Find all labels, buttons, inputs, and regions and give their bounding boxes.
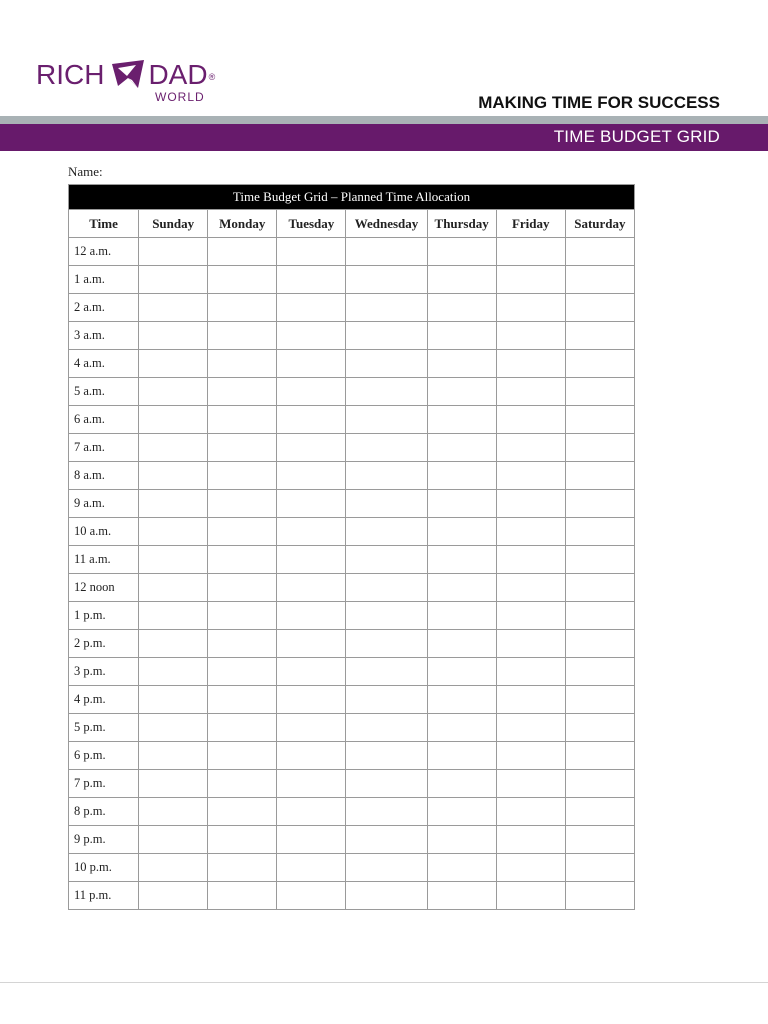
schedule-cell-saturday[interactable] xyxy=(565,602,634,630)
schedule-cell-tuesday[interactable] xyxy=(277,490,346,518)
table-row xyxy=(69,546,635,574)
time-slot-label: 12 a.m. xyxy=(69,238,139,266)
schedule-cell-wednesday[interactable] xyxy=(346,238,427,266)
schedule-cell-tuesday[interactable] xyxy=(277,238,346,266)
schedule-cell-sunday[interactable] xyxy=(139,798,208,826)
schedule-cell-friday[interactable] xyxy=(496,462,565,490)
schedule-cell-tuesday[interactable] xyxy=(277,462,346,490)
schedule-cell-saturday[interactable] xyxy=(565,854,634,882)
schedule-cell-sunday[interactable] xyxy=(139,714,208,742)
schedule-cell-wednesday[interactable] xyxy=(346,742,427,770)
schedule-cell-tuesday[interactable] xyxy=(277,574,346,602)
schedule-cell-thursday[interactable] xyxy=(427,294,496,322)
schedule-cell-saturday[interactable] xyxy=(565,322,634,350)
schedule-cell-sunday[interactable] xyxy=(139,602,208,630)
schedule-cell-friday[interactable] xyxy=(496,518,565,546)
schedule-cell-saturday[interactable] xyxy=(565,630,634,658)
schedule-cell-wednesday[interactable] xyxy=(346,434,427,462)
schedule-cell-monday[interactable] xyxy=(208,714,277,742)
schedule-cell-monday[interactable] xyxy=(208,406,277,434)
time-slot-label: 12 noon xyxy=(69,574,139,602)
schedule-cell-saturday[interactable] xyxy=(565,686,634,714)
time-slot-label: 2 a.m. xyxy=(69,294,139,322)
schedule-cell-wednesday[interactable] xyxy=(346,602,427,630)
schedule-cell-thursday[interactable] xyxy=(427,238,496,266)
schedule-cell-wednesday[interactable] xyxy=(346,406,427,434)
table-row xyxy=(69,434,635,462)
schedule-cell-thursday[interactable] xyxy=(427,714,496,742)
schedule-cell-saturday[interactable] xyxy=(565,406,634,434)
schedule-cell-friday[interactable] xyxy=(496,322,565,350)
schedule-cell-friday[interactable] xyxy=(496,266,565,294)
schedule-cell-monday[interactable] xyxy=(208,882,277,910)
table-row xyxy=(69,630,635,658)
schedule-cell-tuesday[interactable] xyxy=(277,770,346,798)
schedule-cell-monday[interactable] xyxy=(208,770,277,798)
schedule-cell-monday[interactable] xyxy=(208,826,277,854)
schedule-cell-thursday[interactable] xyxy=(427,798,496,826)
schedule-cell-saturday[interactable] xyxy=(565,742,634,770)
schedule-cell-saturday[interactable] xyxy=(565,798,634,826)
schedule-cell-sunday[interactable] xyxy=(139,742,208,770)
table-row xyxy=(69,854,635,882)
schedule-cell-thursday[interactable] xyxy=(427,434,496,462)
table-row xyxy=(69,238,635,266)
schedule-cell-tuesday[interactable] xyxy=(277,294,346,322)
schedule-cell-friday[interactable] xyxy=(496,490,565,518)
schedule-cell-sunday[interactable] xyxy=(139,406,208,434)
schedule-cell-tuesday[interactable] xyxy=(277,322,346,350)
logo-envelope-icon xyxy=(110,58,146,92)
time-slot-label: 10 a.m. xyxy=(69,518,139,546)
schedule-cell-thursday[interactable] xyxy=(427,882,496,910)
schedule-cell-tuesday[interactable] xyxy=(277,854,346,882)
time-slot-label: 1 p.m. xyxy=(69,602,139,630)
schedule-cell-saturday[interactable] xyxy=(565,518,634,546)
grey-divider-band xyxy=(0,116,768,124)
table-row xyxy=(69,770,635,798)
schedule-cell-monday[interactable] xyxy=(208,490,277,518)
schedule-cell-tuesday[interactable] xyxy=(277,266,346,294)
schedule-cell-thursday[interactable] xyxy=(427,518,496,546)
schedule-cell-sunday[interactable] xyxy=(139,350,208,378)
table-row xyxy=(69,826,635,854)
schedule-cell-tuesday[interactable] xyxy=(277,602,346,630)
schedule-cell-thursday[interactable] xyxy=(427,574,496,602)
schedule-cell-thursday[interactable] xyxy=(427,658,496,686)
rich-dad-logo xyxy=(36,58,215,92)
schedule-cell-monday[interactable] xyxy=(208,322,277,350)
schedule-cell-thursday[interactable] xyxy=(427,630,496,658)
table-row xyxy=(69,602,635,630)
schedule-cell-sunday[interactable] xyxy=(139,266,208,294)
schedule-cell-monday[interactable] xyxy=(208,630,277,658)
time-slot-label: 4 p.m. xyxy=(69,686,139,714)
schedule-cell-sunday[interactable] xyxy=(139,658,208,686)
time-slot-label: 7 p.m. xyxy=(69,770,139,798)
schedule-cell-wednesday[interactable] xyxy=(346,770,427,798)
schedule-cell-sunday[interactable] xyxy=(139,238,208,266)
schedule-cell-sunday[interactable] xyxy=(139,826,208,854)
schedule-cell-wednesday[interactable] xyxy=(346,714,427,742)
schedule-cell-monday[interactable] xyxy=(208,378,277,406)
name-label: Name: xyxy=(68,164,103,179)
table-row xyxy=(69,518,635,546)
schedule-cell-tuesday[interactable] xyxy=(277,378,346,406)
schedule-cell-monday[interactable] xyxy=(208,574,277,602)
schedule-cell-thursday[interactable] xyxy=(427,770,496,798)
table-row xyxy=(69,322,635,350)
schedule-cell-thursday[interactable] xyxy=(427,686,496,714)
schedule-cell-wednesday[interactable] xyxy=(346,518,427,546)
schedule-cell-sunday[interactable] xyxy=(139,490,208,518)
schedule-cell-monday[interactable] xyxy=(208,238,277,266)
schedule-cell-sunday[interactable] xyxy=(139,322,208,350)
schedule-cell-tuesday[interactable] xyxy=(277,630,346,658)
schedule-cell-thursday[interactable] xyxy=(427,826,496,854)
table-row xyxy=(69,406,635,434)
column-header-time: Time xyxy=(69,210,139,238)
column-header-tuesday: Tuesday xyxy=(277,210,346,238)
schedule-cell-wednesday[interactable] xyxy=(346,378,427,406)
schedule-cell-friday[interactable] xyxy=(496,350,565,378)
time-budget-table xyxy=(68,184,635,910)
schedule-cell-friday[interactable] xyxy=(496,798,565,826)
schedule-cell-tuesday[interactable] xyxy=(277,658,346,686)
schedule-cell-saturday[interactable] xyxy=(565,714,634,742)
schedule-cell-saturday[interactable] xyxy=(565,294,634,322)
schedule-cell-tuesday[interactable] xyxy=(277,882,346,910)
table-row xyxy=(69,882,635,910)
schedule-cell-thursday[interactable] xyxy=(427,266,496,294)
schedule-cell-monday[interactable] xyxy=(208,658,277,686)
schedule-cell-saturday[interactable] xyxy=(565,574,634,602)
schedule-cell-friday[interactable] xyxy=(496,574,565,602)
schedule-cell-monday[interactable] xyxy=(208,434,277,462)
schedule-cell-wednesday[interactable] xyxy=(346,854,427,882)
schedule-cell-thursday[interactable] xyxy=(427,854,496,882)
schedule-cell-friday[interactable] xyxy=(496,714,565,742)
table-row xyxy=(69,350,635,378)
column-header-sunday: Sunday xyxy=(139,210,208,238)
schedule-cell-tuesday[interactable] xyxy=(277,350,346,378)
schedule-cell-sunday[interactable] xyxy=(139,574,208,602)
table-row xyxy=(69,742,635,770)
time-slot-label: 5 p.m. xyxy=(69,714,139,742)
schedule-cell-friday[interactable] xyxy=(496,602,565,630)
column-header-friday: Friday xyxy=(496,210,565,238)
schedule-cell-saturday[interactable] xyxy=(565,826,634,854)
schedule-cell-saturday[interactable] xyxy=(565,266,634,294)
schedule-cell-sunday[interactable] xyxy=(139,854,208,882)
schedule-cell-sunday[interactable] xyxy=(139,378,208,406)
time-slot-label: 8 p.m. xyxy=(69,798,139,826)
table-row xyxy=(69,686,635,714)
schedule-cell-saturday[interactable] xyxy=(565,462,634,490)
schedule-cell-sunday[interactable] xyxy=(139,294,208,322)
schedule-cell-friday[interactable] xyxy=(496,742,565,770)
schedule-cell-thursday[interactable] xyxy=(427,742,496,770)
schedule-cell-tuesday[interactable] xyxy=(277,742,346,770)
column-header-wednesday: Wednesday xyxy=(346,210,427,238)
table-row xyxy=(69,266,635,294)
schedule-cell-wednesday[interactable] xyxy=(346,826,427,854)
time-slot-label: 6 a.m. xyxy=(69,406,139,434)
schedule-cell-wednesday[interactable] xyxy=(346,630,427,658)
schedule-cell-tuesday[interactable] xyxy=(277,546,346,574)
schedule-cell-friday[interactable] xyxy=(496,238,565,266)
schedule-cell-sunday[interactable] xyxy=(139,462,208,490)
schedule-cell-monday[interactable] xyxy=(208,518,277,546)
table-row xyxy=(69,378,635,406)
schedule-cell-friday[interactable] xyxy=(496,406,565,434)
logo-world-text: WORLD xyxy=(155,90,205,104)
schedule-cell-friday[interactable] xyxy=(496,882,565,910)
logo-rich-text: RICH xyxy=(36,59,105,90)
schedule-cell-monday[interactable] xyxy=(208,546,277,574)
table-row xyxy=(69,798,635,826)
schedule-cell-monday[interactable] xyxy=(208,742,277,770)
schedule-cell-wednesday[interactable] xyxy=(346,658,427,686)
schedule-cell-saturday[interactable] xyxy=(565,490,634,518)
schedule-cell-monday[interactable] xyxy=(208,294,277,322)
schedule-cell-friday[interactable] xyxy=(496,434,565,462)
schedule-cell-wednesday[interactable] xyxy=(346,462,427,490)
section-title: TIME BUDGET GRID xyxy=(553,127,720,146)
schedule-cell-monday[interactable] xyxy=(208,462,277,490)
table-row xyxy=(69,714,635,742)
time-slot-label: 10 p.m. xyxy=(69,854,139,882)
time-slot-label: 8 a.m. xyxy=(69,462,139,490)
column-header-monday: Monday xyxy=(208,210,277,238)
schedule-cell-wednesday[interactable] xyxy=(346,490,427,518)
time-slot-label: 1 a.m. xyxy=(69,266,139,294)
schedule-cell-wednesday[interactable] xyxy=(346,294,427,322)
schedule-cell-saturday[interactable] xyxy=(565,378,634,406)
schedule-cell-wednesday[interactable] xyxy=(346,546,427,574)
schedule-cell-monday[interactable] xyxy=(208,798,277,826)
schedule-cell-saturday[interactable] xyxy=(565,350,634,378)
schedule-cell-monday[interactable] xyxy=(208,350,277,378)
schedule-cell-friday[interactable] xyxy=(496,854,565,882)
schedule-cell-thursday[interactable] xyxy=(427,322,496,350)
schedule-cell-sunday[interactable] xyxy=(139,630,208,658)
time-slot-label: 11 a.m. xyxy=(69,546,139,574)
time-slot-label: 9 p.m. xyxy=(69,826,139,854)
schedule-cell-tuesday[interactable] xyxy=(277,518,346,546)
schedule-cell-friday[interactable] xyxy=(496,294,565,322)
table-row xyxy=(69,490,635,518)
schedule-cell-tuesday[interactable] xyxy=(277,686,346,714)
schedule-cell-wednesday[interactable] xyxy=(346,882,427,910)
schedule-cell-sunday[interactable] xyxy=(139,518,208,546)
schedule-cell-thursday[interactable] xyxy=(427,378,496,406)
schedule-cell-thursday[interactable] xyxy=(427,602,496,630)
table-row xyxy=(69,462,635,490)
schedule-cell-saturday[interactable] xyxy=(565,658,634,686)
logo-registered-mark: ® xyxy=(208,72,216,82)
schedule-cell-sunday[interactable] xyxy=(139,770,208,798)
schedule-cell-thursday[interactable] xyxy=(427,546,496,574)
schedule-cell-friday[interactable] xyxy=(496,770,565,798)
schedule-cell-wednesday[interactable] xyxy=(346,686,427,714)
time-slot-label: 4 a.m. xyxy=(69,350,139,378)
schedule-cell-saturday[interactable] xyxy=(565,882,634,910)
time-slot-label: 11 p.m. xyxy=(69,882,139,910)
column-header-thursday: Thursday xyxy=(427,210,496,238)
time-slot-label: 3 a.m. xyxy=(69,322,139,350)
table-row xyxy=(69,574,635,602)
schedule-cell-saturday[interactable] xyxy=(565,770,634,798)
time-slot-label: 3 p.m. xyxy=(69,658,139,686)
schedule-cell-tuesday[interactable] xyxy=(277,798,346,826)
schedule-cell-friday[interactable] xyxy=(496,546,565,574)
time-slot-label: 7 a.m. xyxy=(69,434,139,462)
schedule-cell-tuesday[interactable] xyxy=(277,434,346,462)
time-slot-label: 2 p.m. xyxy=(69,630,139,658)
page-tagline: MAKING TIME FOR SUCCESS xyxy=(478,93,720,112)
time-slot-label: 9 a.m. xyxy=(69,490,139,518)
schedule-cell-saturday[interactable] xyxy=(565,546,634,574)
schedule-cell-friday[interactable] xyxy=(496,658,565,686)
schedule-cell-wednesday[interactable] xyxy=(346,266,427,294)
schedule-cell-wednesday[interactable] xyxy=(346,574,427,602)
table-row xyxy=(69,658,635,686)
schedule-cell-wednesday[interactable] xyxy=(346,322,427,350)
schedule-cell-thursday[interactable] xyxy=(427,462,496,490)
schedule-cell-wednesday[interactable] xyxy=(346,798,427,826)
schedule-cell-monday[interactable] xyxy=(208,686,277,714)
schedule-cell-saturday[interactable] xyxy=(565,434,634,462)
schedule-cell-monday[interactable] xyxy=(208,854,277,882)
table-row xyxy=(69,294,635,322)
table-caption: Time Budget Grid – Planned Time Allocation xyxy=(69,185,635,210)
schedule-cell-friday[interactable] xyxy=(496,826,565,854)
schedule-cell-sunday[interactable] xyxy=(139,546,208,574)
schedule-cell-sunday[interactable] xyxy=(139,686,208,714)
schedule-cell-thursday[interactable] xyxy=(427,406,496,434)
schedule-cell-thursday[interactable] xyxy=(427,490,496,518)
time-slot-label: 5 a.m. xyxy=(69,378,139,406)
schedule-cell-friday[interactable] xyxy=(496,630,565,658)
schedule-cell-monday[interactable] xyxy=(208,602,277,630)
schedule-cell-friday[interactable] xyxy=(496,378,565,406)
schedule-cell-thursday[interactable] xyxy=(427,350,496,378)
time-slot-label: 6 p.m. xyxy=(69,742,139,770)
schedule-cell-sunday[interactable] xyxy=(139,434,208,462)
schedule-cell-tuesday[interactable] xyxy=(277,714,346,742)
schedule-cell-friday[interactable] xyxy=(496,686,565,714)
logo-dad-text: DAD xyxy=(148,59,208,90)
schedule-cell-sunday[interactable] xyxy=(139,882,208,910)
schedule-cell-tuesday[interactable] xyxy=(277,406,346,434)
schedule-cell-monday[interactable] xyxy=(208,266,277,294)
column-header-saturday: Saturday xyxy=(565,210,634,238)
schedule-cell-wednesday[interactable] xyxy=(346,350,427,378)
footer-divider xyxy=(0,982,768,983)
schedule-cell-saturday[interactable] xyxy=(565,238,634,266)
schedule-cell-tuesday[interactable] xyxy=(277,826,346,854)
